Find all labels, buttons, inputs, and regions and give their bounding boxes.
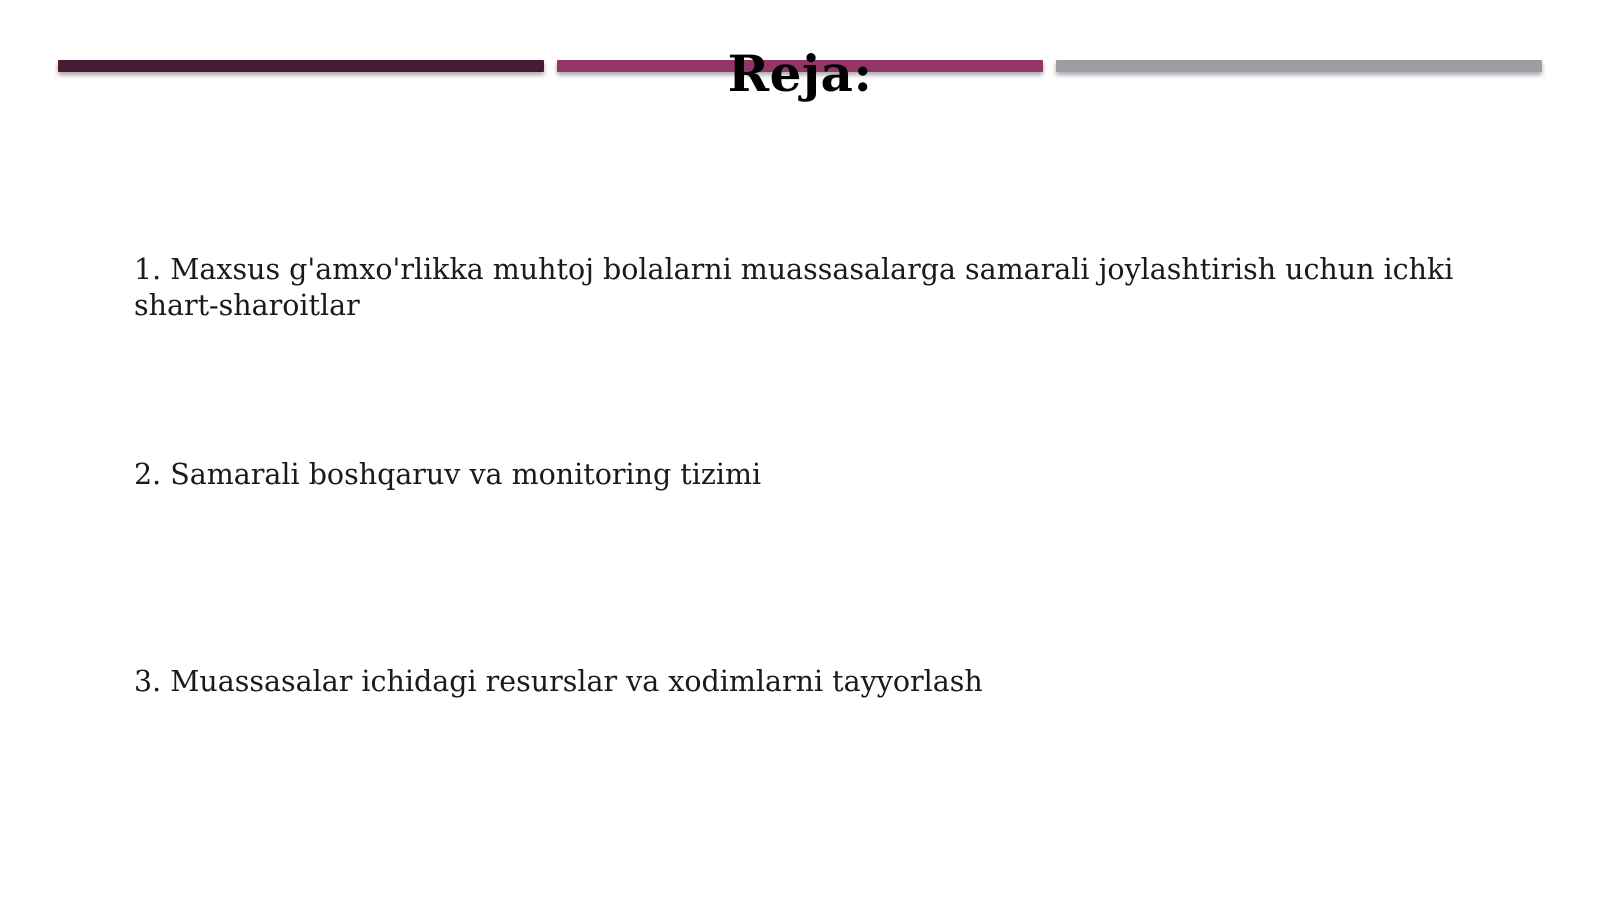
slide-title: Reja: [727, 44, 873, 103]
plan-item-3: 3. Muassasalar ichidagi resurslar va xodimlarni tayyorlash [134, 665, 983, 698]
plan-item-1: 1. Maxsus g'amxo'rlikka muhtoj bolalarni muassasalarga samarali joylashtirish uchun ichki shart-sharoitlar [134, 253, 1454, 322]
plan-item-2: 2. Samarali boshqaruv va monitoring tizimi [134, 458, 762, 491]
